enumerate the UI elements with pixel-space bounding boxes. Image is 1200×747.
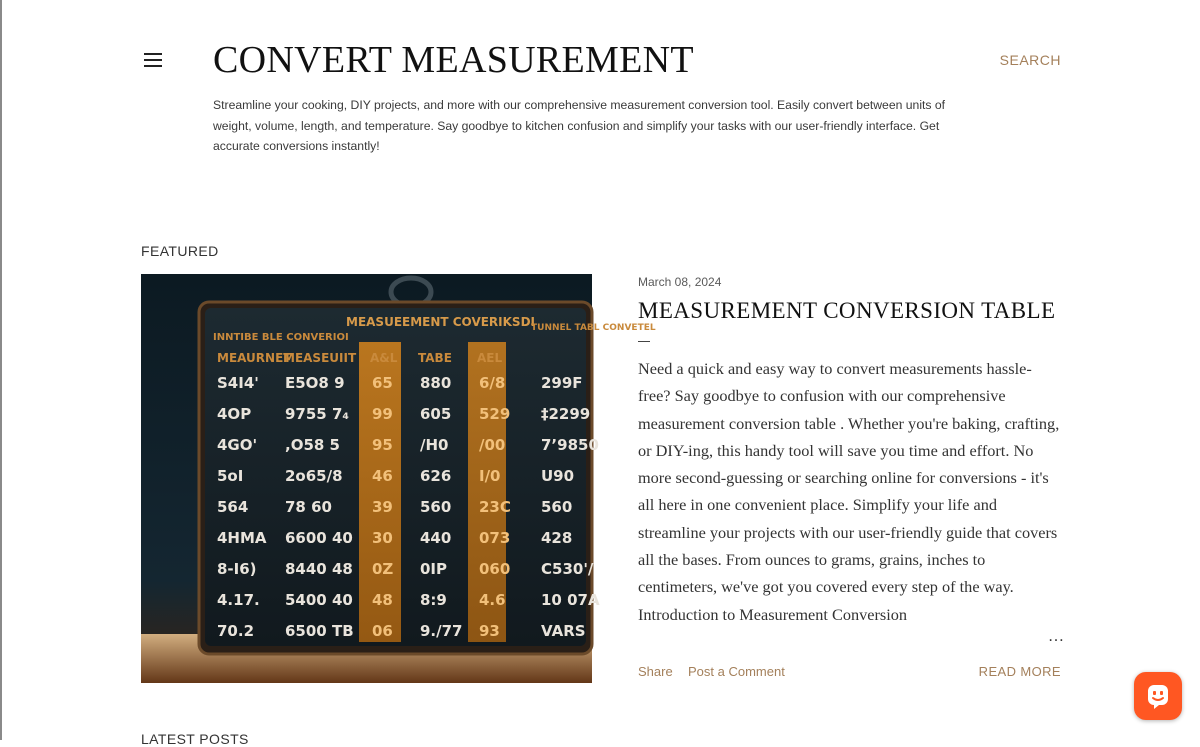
image-table-cell: 6500 TB	[285, 622, 354, 640]
post-date: March 08, 2024	[638, 275, 722, 289]
image-table-cell: 299F	[541, 374, 583, 392]
image-table-cell: 9755 7₄	[285, 405, 349, 423]
image-table-cell: 4GO'	[217, 436, 258, 454]
image-table-cell: 8:9	[420, 591, 447, 609]
image-column-header: MEASEUIIT	[283, 351, 357, 365]
image-table-cell: 440	[420, 529, 452, 547]
latest-posts-label: LATEST POSTS	[141, 731, 249, 747]
hamburger-menu-icon-bar	[144, 59, 162, 61]
image-table-cell: 39	[372, 498, 393, 516]
image-table-cell: 626	[420, 467, 452, 485]
image-table-cell: 99	[372, 405, 393, 423]
image-table-cell: E5O8 9	[285, 374, 345, 392]
blogger-smiley-icon	[1134, 672, 1182, 720]
hamburger-menu-icon	[144, 53, 162, 55]
image-table-cell: 564	[217, 498, 249, 516]
image-table-cell: 4OP	[217, 405, 252, 423]
image-table-cell: 65	[372, 374, 393, 392]
image-table-cell: 8440 48	[285, 560, 353, 578]
image-table-cell: 428	[541, 529, 573, 547]
post-comment-link[interactable]: Post a Comment	[688, 664, 785, 679]
image-table-cell: 880	[420, 374, 452, 392]
image-table-cell: C530'/	[541, 560, 594, 578]
snippet-fade	[982, 628, 1042, 654]
image-table-cell: 060	[479, 560, 511, 578]
image-header-right: TUNNEL TABL CONVETEL	[531, 323, 656, 333]
image-column-header: TABE	[418, 351, 452, 365]
image-table-cell: 7’9850	[541, 436, 599, 454]
image-table-cell: 93	[479, 622, 500, 640]
image-table-cell: 5400 40	[285, 591, 353, 609]
image-table-cell: 5oI	[217, 467, 244, 485]
image-table-cell: 4HMA	[217, 529, 267, 547]
blog-description: Streamline your cooking, DIY projects, and more with our comprehensive measurement conversion tool. Easily convert between units of weight, volume, length, and temperature. Say goodbye to kitchen confusion and simplify your tasks with our user-friendly interface. Get accurate conversions instantly!	[213, 98, 946, 153]
image-header-title: MEASUEEMENT COVERIKSDI	[346, 315, 535, 329]
image-table-cell: ‡2299	[541, 405, 591, 423]
image-table-cell: 10 07A	[541, 591, 600, 609]
image-table-cell: 0IP	[420, 560, 448, 578]
image-table-cell: I/0	[479, 467, 501, 485]
hamburger-menu-icon-bar	[144, 65, 162, 67]
image-table-cell: 605	[420, 405, 452, 423]
image-table-cell: 4.17.	[217, 591, 260, 609]
image-table-cell: 78 60	[285, 498, 332, 516]
image-table-cell: 4.6	[479, 591, 506, 609]
image-table-cell: 8-I6)	[217, 560, 257, 578]
read-more-link[interactable]: READ MORE	[978, 664, 1061, 679]
image-table-cell: 48	[372, 591, 393, 609]
image-table-cell: 6600 40	[285, 529, 353, 547]
image-table-cell: 560	[541, 498, 573, 516]
image-table-cell: 70.2	[217, 622, 255, 640]
image-table-cell: 9./77	[420, 622, 463, 640]
image-table-cell: 2o65/8	[285, 467, 343, 485]
image-column-header: A&L	[370, 351, 398, 365]
image-table-cell: 30	[372, 529, 393, 547]
image-table-cell: 529	[479, 405, 511, 423]
image-table-cell: /00	[479, 436, 506, 454]
title-divider	[638, 341, 650, 342]
image-table-cell: 560	[420, 498, 452, 516]
featured-section-label: FEATURED	[141, 243, 219, 259]
image-table-cell: 46	[372, 467, 393, 485]
image-table-cell: 95	[372, 436, 393, 454]
image-table-cell: /H0	[420, 436, 449, 454]
share-button[interactable]: Share	[638, 664, 673, 679]
post-snippet: Need a quick and easy way to convert measurements hassle-free? Say goodbye to confusion with our comprehensive measurement conversion table . Whether you're baking, crafting, or DIY-ing, this handy tool will save you time and effort. No more second-guessing or searching online for conversions - it's all here in one convenient place. Simplify your life and streamline your projects with our user-friendly guide that covers all the bases. From ounces to grams, grains, inches to centimeters, we've got you covered every step of the way. Introduction to Measurement Conversion	[638, 359, 1060, 624]
image-table-cell: 073	[479, 529, 511, 547]
image-table-cell: 0Z	[372, 560, 394, 578]
snippet-ellipsis: …	[1048, 628, 1064, 645]
image-table-cell: U90	[541, 467, 575, 485]
image-column-header: MEAURNET	[217, 351, 292, 365]
post-title[interactable]: MEASUREMENT CONVERSION TABLE	[638, 298, 1056, 323]
image-table-cell: 6/8	[479, 374, 506, 392]
image-table-cell: 23C	[479, 498, 511, 516]
search-button[interactable]: SEARCH	[999, 52, 1061, 68]
hamburger-menu-button[interactable]	[141, 50, 165, 70]
image-column-header: AEL	[477, 351, 503, 365]
image-header-left: INNTIBE BLE CONVERIOI	[213, 332, 349, 343]
image-table-cell: 06	[372, 622, 393, 640]
image-table-cell: ,O58 5	[285, 436, 340, 454]
blog-title[interactable]: CONVERT MEASUREMENT	[213, 39, 694, 81]
image-table-cell: VARS	[541, 622, 586, 640]
image-table-cell: S4I4'	[217, 374, 259, 392]
blogger-fab-button[interactable]	[1134, 672, 1182, 720]
